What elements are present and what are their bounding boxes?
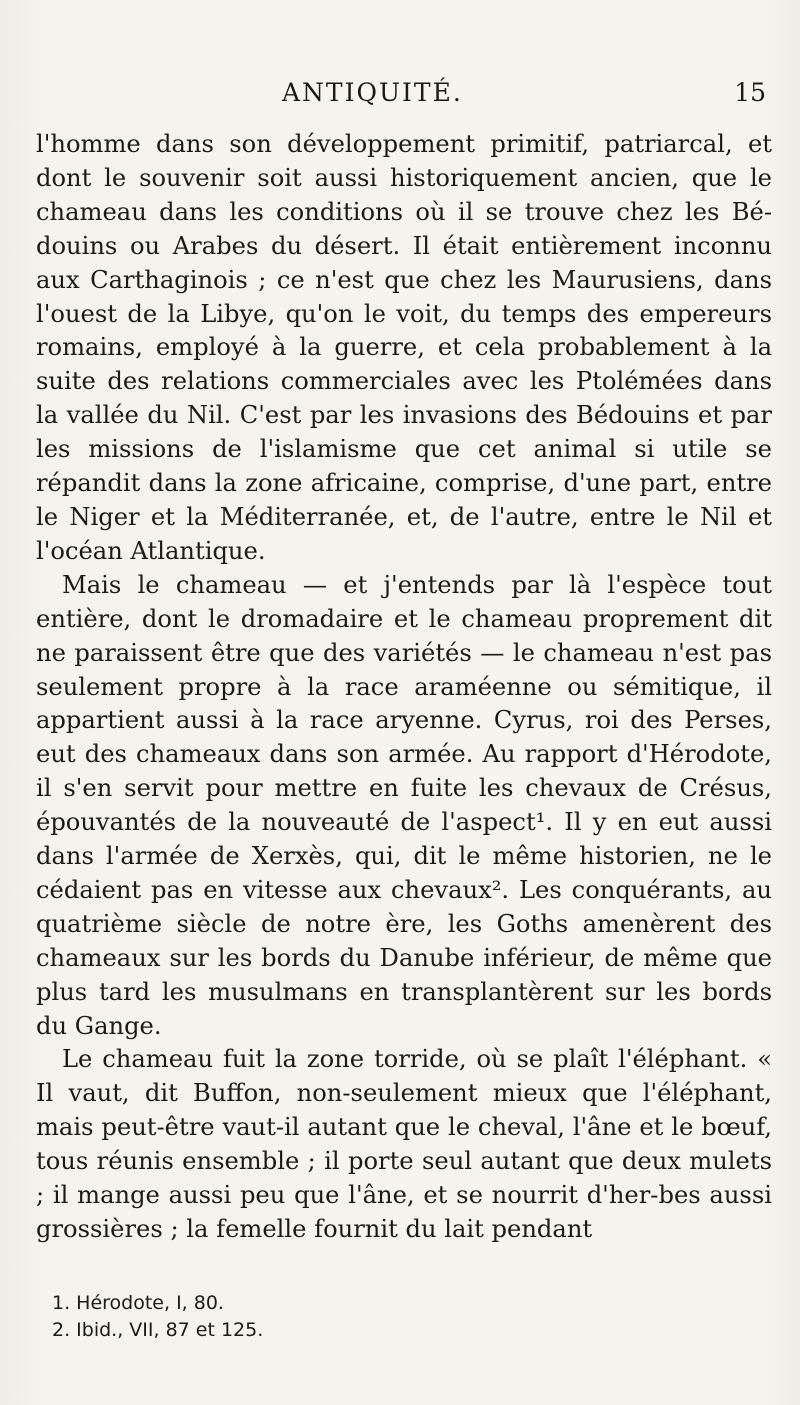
footnotes: [52, 1290, 752, 1344]
paragraph-3: Le chameau fuit la zone torride, où se plaît l'éléphant. « Il vaut, dit Buffon, non-seulement mieux que l'éléphant, mais peut-être vaut-il autant que le cheval, l'âne et le bœuf, tous réunis ensemble ; il porte seul autant que deux mulets ; il mange aussi peu que l'âne, et se nourrit d'her-bes aussi grossières ; la femelle fournit du lait pendant: [36, 1045, 772, 1243]
paragraph-1: l'homme dans son développement primitif, patriarcal, et dont le souvenir soit aussi historiquement ancien, que le chameau dans les conditions où il se trouve chez les Bé-douins ou Arabes du désert. Il était entièrement inconnu aux Carthaginois ; ce n'est que chez les Maurusiens, dans l'ouest de la Libye, qu'on le voit, du temps des empereurs romains, employé à la guerre, et cela probablement à la suite des relations commerciales avec les Ptolémées dans la vallée du Nil. C'est par les invasions des Bédouins et par les missions de l'islamisme que cet animal si utile se répandit dans la zone africaine, comprise, d'une part, entre le Niger et la Méditerranée, et, de l'autre, entre le Nil et l'océan Atlantique.: [36, 130, 772, 565]
page-number: 15: [734, 78, 766, 107]
paragraph-2: Mais le chameau — et j'entends par là l'espèce tout entière, dont le dromadaire et le chameau proprement dit ne paraissent être que des variétés — le chameau n'est pas seulement propre à la race araméenne ou sémitique, il appartient aussi à la race aryenne. Cyrus, roi des Perses, eut des chameaux dans son armée. Au rapport d'Hérodote, il s'en servit pour mettre en fuite les chevaux de Crésus, épouvantés de la nouveauté de l'aspect¹. Il y en eut aussi dans l'armée de Xerxès, qui, dit le même historien, ne le cédaient pas en vitesse aux chevaux². Les conquérants, au quatrième siècle de notre ère, les Goths amenèrent des chameaux sur les bords du Danube inférieur, de même que plus tard les musulmans en transplantèrent sur les bords du Gange.: [36, 570, 772, 1040]
page-header: [0, 78, 800, 118]
running-head: ANTIQUITÉ.: [282, 78, 463, 107]
footnote-1: 1. Hérodote, I, 80.: [52, 1292, 224, 1314]
footnote-2: 2. Ibid., VII, 87 et 125.: [52, 1319, 264, 1341]
body-text: [36, 128, 772, 1247]
